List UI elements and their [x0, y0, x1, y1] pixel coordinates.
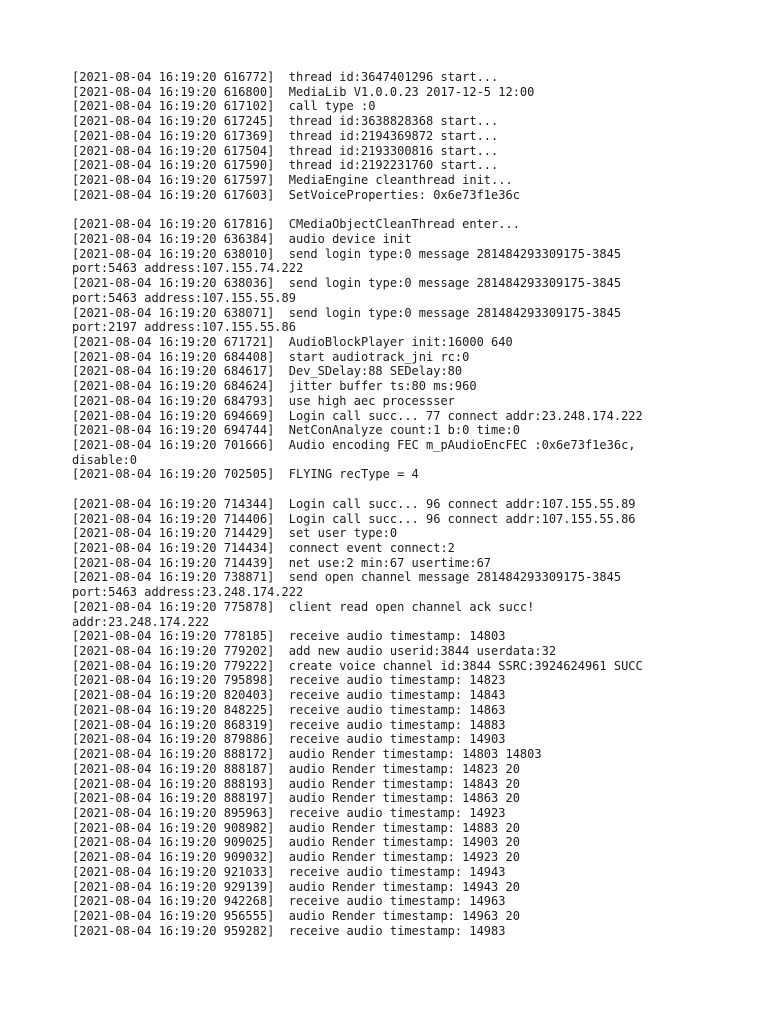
log-line: [2021-08-04 16:19:20 942268] receive audio timestamp: 14963 — [72, 894, 506, 909]
log-line: [2021-08-04 16:19:20 888172] audio Render timestamp: 14803 14803 — [72, 747, 542, 762]
log-line: [2021-08-04 16:19:20 714406] Login call succ... 96 connect addr:107.155.55.86 — [72, 511, 636, 526]
log-line: [2021-08-04 16:19:20 616800] MediaLib V1.0.0.23 2017-12-5 12:00 — [72, 84, 535, 99]
log-line: [2021-08-04 16:19:20 684624] jitter buffer ts:80 ms:960 — [72, 379, 477, 394]
blank-line — [72, 202, 752, 217]
log-line: [2021-08-04 16:19:20 929139] audio Render timestamp: 14943 20 — [72, 879, 520, 894]
log-line: [2021-08-04 16:19:20 617603] SetVoiceProperties: 0x6e73f1e36c — [72, 187, 520, 202]
log-line: [2021-08-04 16:19:20 888193] audio Render timestamp: 14843 20 — [72, 776, 520, 791]
log-line: [2021-08-04 16:19:20 617369] thread id:2194369872 start... — [72, 128, 499, 143]
log-document — [72, 70, 752, 938]
log-line: [2021-08-04 16:19:20 714434] connect event connect:2 — [72, 541, 455, 555]
log-line: [2021-08-04 16:19:20 921033] receive audio timestamp: 14943 — [72, 864, 506, 879]
log-line: [2021-08-04 16:19:20 895963] receive audio timestamp: 14923 — [72, 805, 506, 820]
log-line: [2021-08-04 16:19:20 617245] thread id:3638828368 start... — [72, 114, 499, 129]
log-line: [2021-08-04 16:19:20 795898] receive audio timestamp: 14823 — [72, 673, 506, 688]
log-line: [2021-08-04 16:19:20 671721] AudioBlockPlayer init:16000 640 — [72, 334, 513, 349]
log-line: [2021-08-04 16:19:20 617816] CMediaObjectCleanThread enter... — [72, 217, 520, 232]
log-line: [2021-08-04 16:19:20 779202] add new audio userid:3844 userdata:32 — [72, 644, 557, 659]
log-line: [2021-08-04 16:19:20 959282] receive audio timestamp: 14983 — [72, 923, 506, 938]
log-line: [2021-08-04 16:19:20 694669] Login call succ... 77 connect addr:23.248.174.222 — [72, 408, 643, 423]
log-line: [2021-08-04 16:19:20 702505] FLYING recType = 4 — [72, 467, 419, 482]
log-line: [2021-08-04 16:19:20 820403] receive audio timestamp: 14843 — [72, 688, 506, 703]
log-line: [2021-08-04 16:19:20 956555] audio Render timestamp: 14963 20 — [72, 908, 520, 923]
log-line: [2021-08-04 16:19:20 779222] create voice channel id:3844 SSRC:3924624961 SUCC — [72, 658, 643, 673]
log-line: [2021-08-04 16:19:20 616772] thread id:3647401296 start... — [72, 70, 499, 84]
log-line: [2021-08-04 16:19:20 714429] set user type:0 — [72, 526, 398, 541]
log-line: [2021-08-04 16:19:20 848225] receive audio timestamp: 14863 — [72, 702, 506, 717]
log-line: [2021-08-04 16:19:20 694744] NetConAnalyze count:1 b:0 time:0 — [72, 423, 520, 438]
log-line: [2021-08-04 16:19:20 888187] audio Render timestamp: 14823 20 — [72, 761, 520, 776]
log-line: addr:23.248.174.222 — [72, 614, 210, 629]
log-line: [2021-08-04 16:19:20 714344] Login call succ... 96 connect addr:107.155.55.89 — [72, 496, 636, 511]
log-line: [2021-08-04 16:19:20 684408] start audiotrack_jni rc:0 — [72, 349, 470, 364]
log-line: port:2197 address:107.155.55.86 — [72, 320, 296, 335]
log-line: [2021-08-04 16:19:20 909025] audio Render timestamp: 14903 20 — [72, 835, 520, 850]
log-line: [2021-08-04 16:19:20 636384] audio device init — [72, 231, 412, 246]
log-line: [2021-08-04 16:19:20 617504] thread id:2193300816 start... — [72, 143, 499, 158]
log-line: port:5463 address:23.248.174.222 — [72, 585, 304, 600]
log-line: [2021-08-04 16:19:20 684617] Dev_SDelay:88 SEDelay:80 — [72, 364, 463, 379]
log-line: [2021-08-04 16:19:20 684793] use high aec processser — [72, 393, 455, 408]
log-line: [2021-08-04 16:19:20 638010] send login type:0 message 281484293309175-3845 — [72, 246, 622, 261]
log-line: [2021-08-04 16:19:20 617590] thread id:2192231760 start... — [72, 158, 499, 173]
log-line: [2021-08-04 16:19:20 701666] Audio encoding FEC m_pAudioEncFEC :0x6e73f1e36c, — [72, 437, 636, 452]
log-line: [2021-08-04 16:19:20 617102] call type :0 — [72, 99, 376, 114]
log-line: [2021-08-04 16:19:20 714439] net use:2 min:67 usertime:67 — [72, 555, 492, 570]
log-line: disable:0 — [72, 452, 138, 467]
blank-line — [72, 482, 752, 497]
log-line: port:5463 address:107.155.74.222 — [72, 261, 304, 276]
log-line: [2021-08-04 16:19:20 879886] receive audio timestamp: 14903 — [72, 732, 506, 747]
log-line: [2021-08-04 16:19:20 868319] receive audio timestamp: 14883 — [72, 717, 506, 732]
log-line: [2021-08-04 16:19:20 908982] audio Render timestamp: 14883 20 — [72, 820, 520, 835]
log-line: [2021-08-04 16:19:20 909032] audio Render timestamp: 14923 20 — [72, 850, 520, 865]
log-line: port:5463 address:107.155.55.89 — [72, 290, 296, 305]
log-line: [2021-08-04 16:19:20 617597] MediaEngine cleanthread init... — [72, 173, 513, 188]
log-line: [2021-08-04 16:19:20 778185] receive audio timestamp: 14803 — [72, 629, 506, 644]
log-line: [2021-08-04 16:19:20 775878] client read open channel ack succ! — [72, 599, 535, 614]
log-line: [2021-08-04 16:19:20 638071] send login type:0 message 281484293309175-3845 — [72, 305, 622, 320]
log-line: [2021-08-04 16:19:20 888197] audio Render timestamp: 14863 20 — [72, 791, 520, 806]
log-line: [2021-08-04 16:19:20 738871] send open channel message 281484293309175-3845 — [72, 570, 622, 585]
log-line: [2021-08-04 16:19:20 638036] send login type:0 message 281484293309175-3845 — [72, 276, 622, 291]
